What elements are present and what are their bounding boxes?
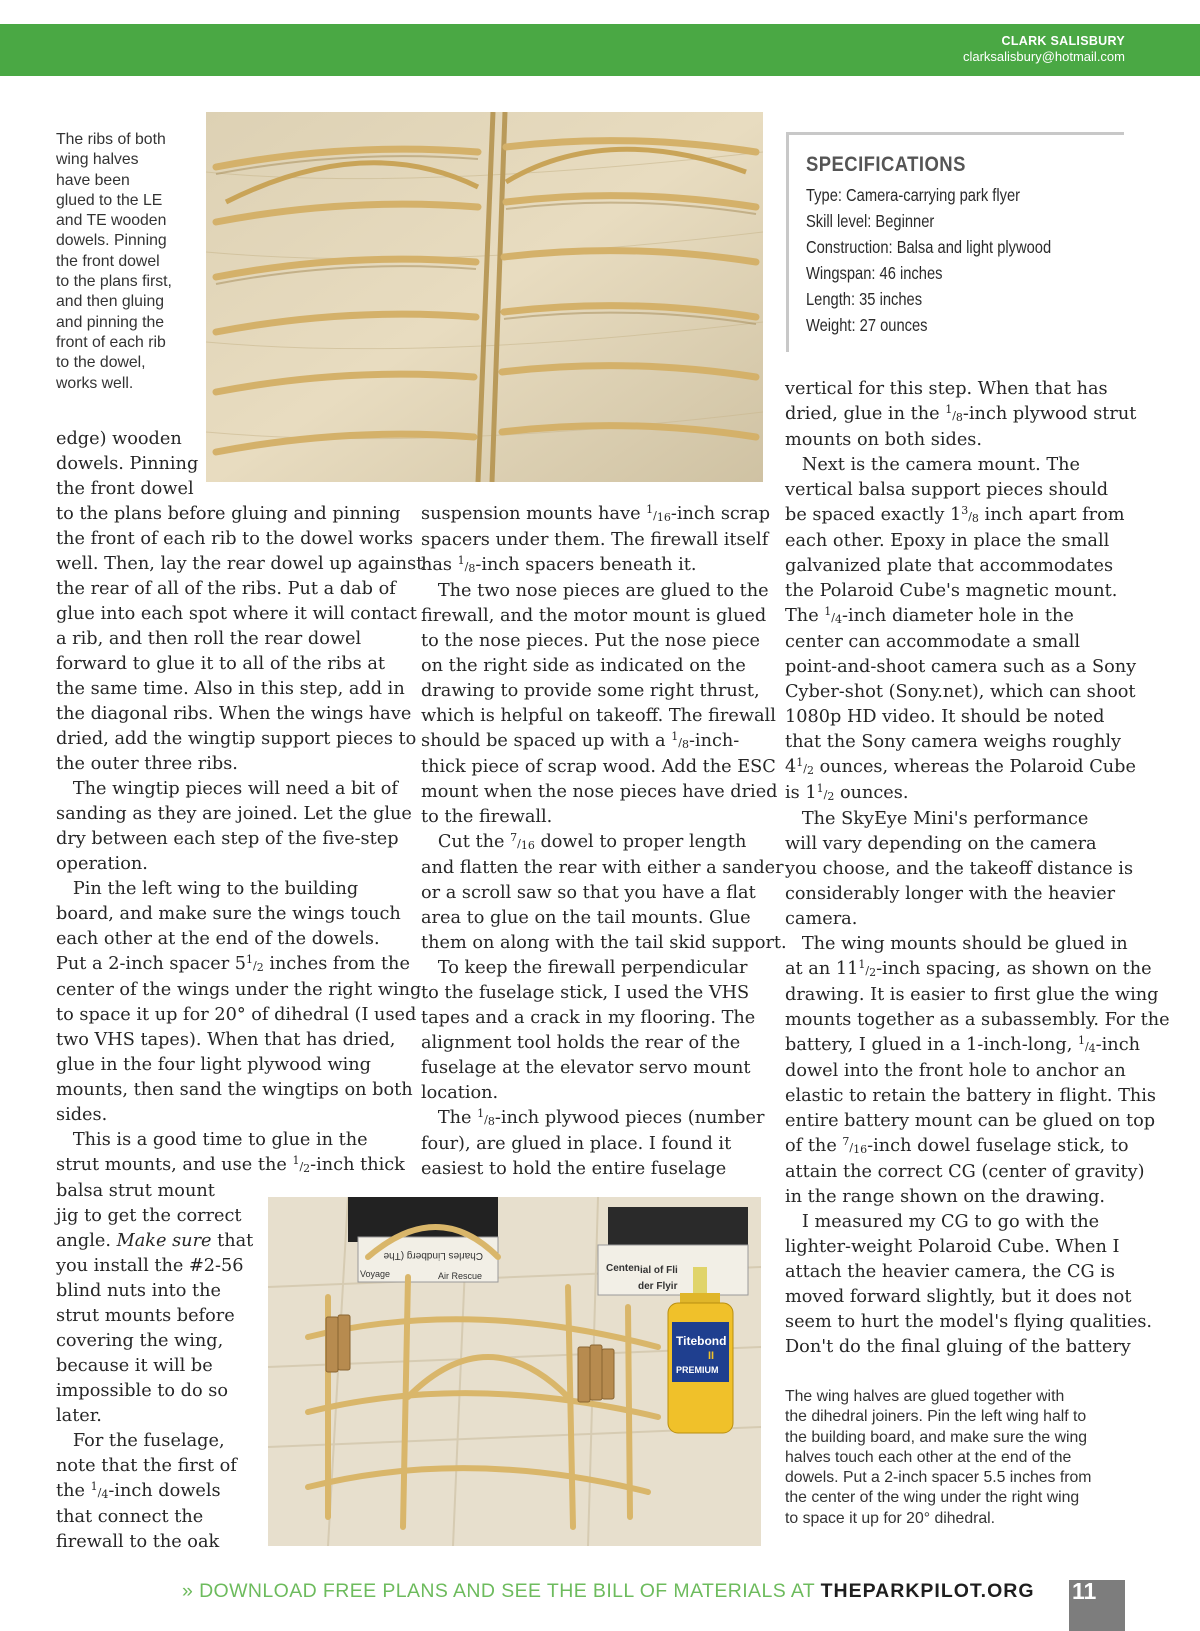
spec-skill: Skill level: Beginner: [806, 211, 935, 231]
body-column-1: edge) wooden dowels. Pinning the front dowel to the plans before gluing and pinning the front of each rib to the dowel works well. Then, lay the rear dowel up against the rear of all of the ribs. Put a dab of glue into each spot where it will contact a rib, and then roll the rear dowel forward to glue it to all of the ribs at the same time. Also in this step, add in the diagonal ribs. When the wings have dried, add the wingtip support pieces to the outer three ribs. The wingtip pieces will need a bit of sanding as they are joined. Let the glue dry between each step of the five-step operation. Pin the left wing to the building board, and make sure the wings touch each other at the end of the dowels. Put a 2-inch spacer 51/2 inches from the center of the wings under the right wing to space it up for 20° of dihedral (I used two VHS tapes). When that has dried, glue in the four light plywood wing mounts, then sand the wingtips on both sides. This is a good time to glue in the strut mounts, and use the 1/2-inch thick balsa strut mount jig to get the correct angle. Make sure that you install the #2-56 blind nuts into the strut mounts before covering the wing, because it will be impossible to do so later. For the fuselage, note that the first of the 1/4-inch dowels that connect the firewall to the oak: [56, 429, 424, 1552]
footer-site-link[interactable]: THEPARKPILOT.ORG: [820, 1580, 1035, 1602]
specs-title: SPECIFICATIONS: [806, 153, 966, 176]
tape-label-1b: Voyage: [360, 1269, 391, 1279]
tape-label-2c: der Flyir: [638, 1281, 678, 1292]
spec-construction: Construction: Balsa and light plywood: [806, 237, 1052, 257]
glue-brand-ii: II: [708, 1350, 715, 1362]
caption-bottom-right: The wing halves are glued together with the dihedral joiners. Pin the left wing half to the building board, and make sure the wing halves touch each other at the end of the dowels. Put a 2-inch spacer 5.5 inches from the center of the wing under the right wing to space it up for 20° dihedral.: [785, 1388, 1092, 1527]
footer-promo-text: » DOWNLOAD FREE PLANS AND SEE THE BILL OF MATERIALS AT: [182, 1580, 821, 1602]
spec-wingspan: Wingspan: 46 inches: [806, 263, 943, 283]
body-column-2: suspension mounts have 1/16-inch scrap spacers under them. The firewall itself has 1/8-inch spacers beneath it. The two nose pieces are glued to the firewall, and the motor mount is glued to the nose pieces. Put the nose piece on the right side as indicated on the drawing to provide some right thrust, which is helpful on takeoff. The firewall should be spaced up with a 1/8-inch- thick piece of scrap wood. Add the ESC mount when the nose pieces have dried to the firewall. Cut the 7/16 dowel to proper length and flatten the rear with either a sander or a scroll saw so that you have a flat area to glue on the tail mounts. Glue them on along with the tail skid support. To keep the firewall perpendicular to the fuselage stick, I used the VHS tapes and a crack in my flooring. The alignment tool holds the rear of the fuselage at the elevator servo mount location. The 1/8-inch plywood pieces (number four), are glued in place. I found it easiest to hold the entire fuselage: [421, 503, 787, 1179]
footer-promo: [182, 1580, 1035, 1603]
spec-weight: Weight: 27 ounces: [806, 315, 928, 335]
glue-brand: Titebond: [676, 1334, 727, 1348]
spec-length: Length: 35 inches: [806, 289, 923, 309]
tape-label-1: Charles Lindberg (The: [383, 1250, 483, 1261]
author-email: clarksalisbury@hotmail.com: [962, 49, 1125, 64]
glue-sub: PREMIUM: [676, 1365, 719, 1375]
page-number: 11: [1072, 1578, 1097, 1604]
spec-type: Type: Camera-carrying park flyer: [806, 185, 1021, 205]
body-column-3: vertical for this step. When that has dried, glue in the 1/8-inch plywood strut mounts on both sides. Next is the camera mount. The vertical balsa support pieces should be spaced exactly 13/8 inch apart from each other. Epoxy in place the small galvanized plate that accommodates the Polaroid Cube's magnetic mount. The 1/4-inch diameter hole in the center can accommodate a small point-and-shoot camera such as a Sony Cyber-shot (Sony.net), which can shoot 1080p HD video. It should be noted that the Sony camera weighs roughly 41/2 ounces, whereas the Polaroid Cube is 11/2 ounces. The SkyEye Mini's performance will vary depending on the camera you choose, and the takeoff distance is considerably longer with the heavier camera. The wing mounts should be glued in at an 111/2-inch spacing, as shown on the drawing. It is easier to first glue the wing mounts together as a subassembly. For the battery, I glued in a 1-inch-long, 1/4-inch dowel into the front hole to anchor an elastic to retain the battery in flight. This entire battery mount can be glued on top of the 7/16-inch dowel fuselage stick, to attain the correct CG (center of gravity) in the range shown on the drawing. I measured my CG to go with the lighter-weight Polaroid Cube. When I attach the heavier camera, the CG is moved forward slightly, but it does not seem to hurt the model's flying qualities. Don't do the final gluing of the battery: [785, 379, 1170, 1357]
tape-label-2b: ial of Fli: [640, 1265, 678, 1276]
specifications-box: [786, 132, 1124, 352]
caption-top-left: The ribs of both wing halves have been glued to the LE and TE wooden dowels. Pinning the front dowel to the plans first, and then gluing and pinning the front of each rib to the dowel, works well.: [56, 131, 172, 392]
author-name: CLARK SALISBURY: [1001, 34, 1125, 48]
photo-dihedral-setup: [268, 1197, 761, 1546]
tape-label-1c: Air Rescue: [438, 1271, 483, 1281]
tape-label-2: Centen: [606, 1263, 640, 1274]
